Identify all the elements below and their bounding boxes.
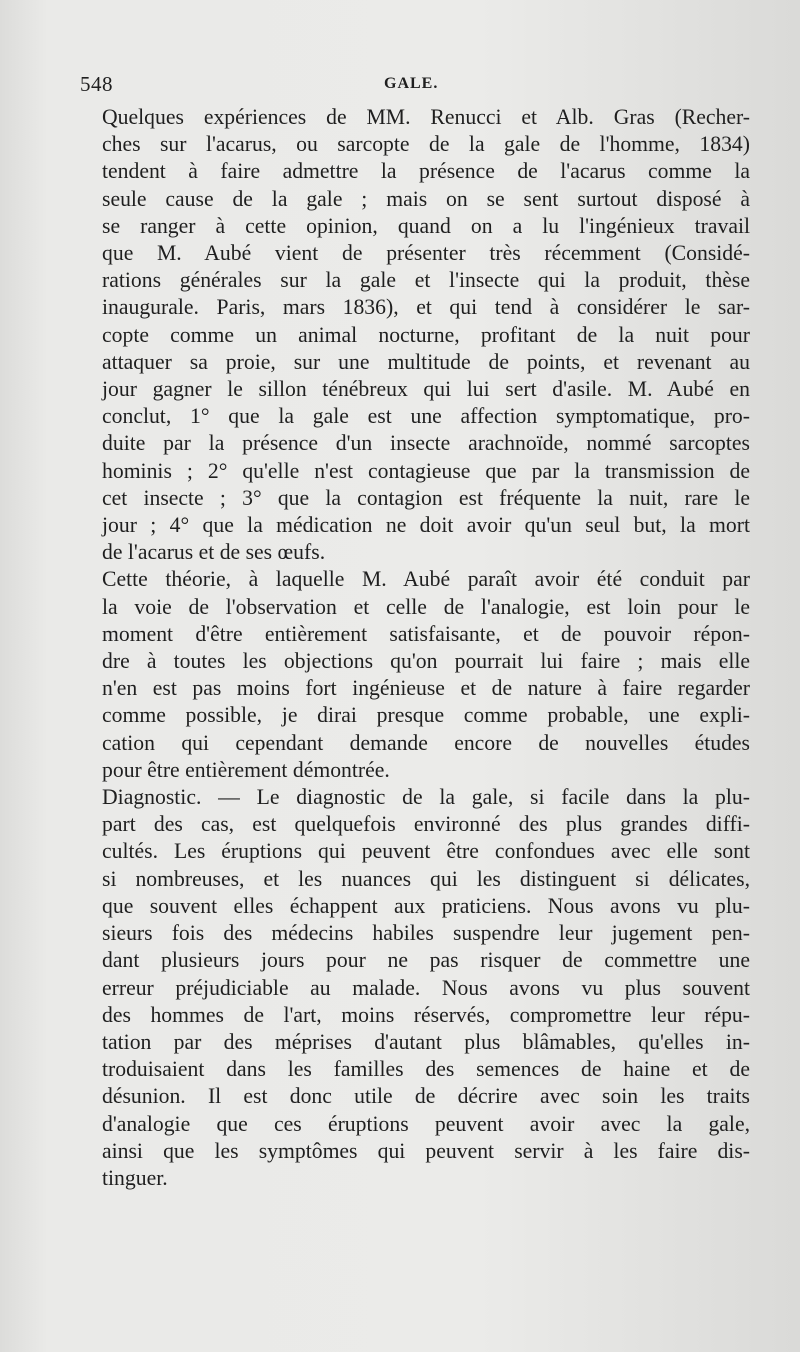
text-line: ainsi que les symptômes qui peuvent servir à les faire dis- [102, 1138, 750, 1163]
text-line: la voie de l'observation et celle de l'analogie, est loin pour le [102, 594, 750, 619]
text-line: tendent à faire admettre la présence de l'acarus comme la [102, 159, 750, 184]
text-line: cet insecte ; 3° que la contagion est fréquente la nuit, rare le [102, 485, 750, 510]
text-line: se ranger à cette opinion, quand on a lu l'ingénieux travail [102, 213, 750, 238]
text-line: n'en est pas moins fort ingénieuse et de nature à faire regarder [102, 676, 750, 701]
text-line: Cette théorie, à laquelle M. Aubé paraît avoir été conduit par [102, 567, 750, 592]
text-line: désunion. Il est donc utile de décrire avec soin les traits [102, 1084, 750, 1109]
page-header [80, 72, 750, 96]
text-line: pour être entièrement démontrée. [102, 757, 390, 782]
text-line: cation qui cependant demande encore de nouvelles études [102, 730, 750, 755]
text-line: attaquer sa proie, sur une multitude de points, et revenant au [102, 349, 750, 374]
text-line: rations générales sur la gale et l'insecte qui la produit, thèse [102, 268, 750, 293]
text-line: copte comme un animal nocturne, profitant de la nuit pour [102, 322, 750, 347]
paragraph [74, 104, 750, 566]
text-line: erreur préjudiciable au malade. Nous avons vu plus souvent [102, 975, 750, 1000]
text-line: dre à toutes les objections qu'on pourrait lui faire ; mais elle [102, 649, 750, 674]
text-line: hominis ; 2° qu'elle n'est contagieuse que par la transmission de [102, 458, 750, 483]
text-line: ches sur l'acarus, ou sarcopte de la gale de l'homme, 1834) [102, 132, 750, 157]
text-line: comme possible, je dirai presque comme probable, une expli- [102, 703, 750, 728]
text-line: Diagnostic. — Le diagnostic de la gale, si facile dans la plu- [102, 785, 750, 810]
text-line: tation par des méprises d'autant plus blâmables, qu'elles in- [102, 1029, 750, 1054]
text-line: conclut, 1° que la gale est une affection symptomatique, pro- [102, 404, 750, 429]
text-line: dant plusieurs jours pour ne pas risquer de commettre une [102, 948, 750, 973]
text-line: cultés. Les éruptions qui peuvent être confondues avec elle sont [102, 839, 750, 864]
text-line: que souvent elles échappent aux praticiens. Nous avons vu plu- [102, 893, 750, 918]
text-line: inaugurale. Paris, mars 1836), et qui tend à considérer le sar- [102, 295, 750, 320]
text-line: jour gagner le sillon ténébreux qui lui sert d'asile. M. Aubé en [102, 377, 750, 402]
text-line: des hommes de l'art, moins réservés, compromettre leur répu- [102, 1002, 750, 1027]
text-line: que M. Aubé vient de présenter très récemment (Considé- [102, 241, 750, 266]
text-line: sieurs fois des médecins habiles suspendre leur jugement pen- [102, 921, 750, 946]
text-line: moment d'être entièrement satisfaisante, et de pouvoir répon- [102, 621, 750, 646]
text-line: duite par la présence d'un insecte arachnoïde, nommé sarcoptes [102, 431, 750, 456]
text-line: d'analogie que ces éruptions peuvent avoir avec la gale, [102, 1111, 750, 1136]
text-line: jour ; 4° que la médication ne doit avoir qu'un seul but, la mort [102, 513, 750, 538]
paragraph [74, 566, 750, 784]
text-line: de l'acarus et de ses œufs. [102, 540, 326, 565]
paragraph [74, 784, 750, 1192]
body-text [74, 104, 750, 1192]
running-head: GALE. [384, 75, 439, 92]
text-line: tinguer. [102, 1165, 168, 1190]
text-line: Quelques expériences de MM. Renucci et Alb. Gras (Recher- [102, 105, 750, 129]
text-line: seule cause de la gale ; mais on se sent surtout disposé à [102, 186, 750, 211]
text-line: si nombreuses, et les nuances qui les distinguent si délicates, [102, 866, 750, 891]
text-line: troduisaient dans les familles des semences de haine et de [102, 1057, 750, 1082]
page-number: 548 [80, 72, 113, 96]
text-line: part des cas, est quelquefois environné des plus grandes diffi- [102, 812, 750, 837]
